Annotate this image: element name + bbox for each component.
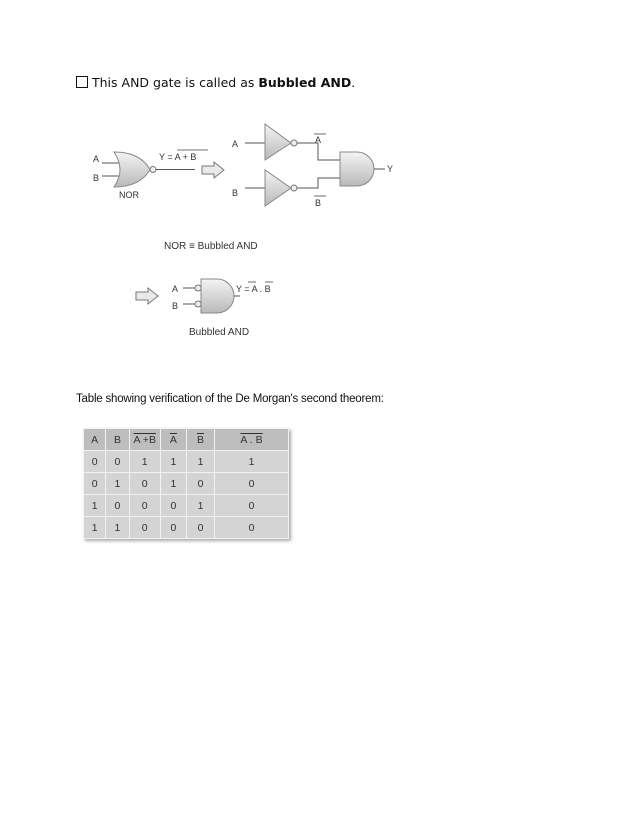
header-b: B xyxy=(106,429,129,451)
header-a-plus-b: A +B xyxy=(129,429,160,451)
and-gate xyxy=(340,152,393,186)
bubbled-and-input-b: B xyxy=(172,301,179,311)
truth-table xyxy=(83,428,289,539)
and-output-label: Y xyxy=(387,164,394,174)
table-cell: 0 xyxy=(215,517,289,539)
bubbled-and-gate xyxy=(172,279,273,338)
table-cell: 1 xyxy=(215,451,289,473)
table-cell: 0 xyxy=(215,495,289,517)
table-row xyxy=(84,451,289,473)
nor-input-b: B xyxy=(93,173,100,183)
inverter-a-output-label: A xyxy=(315,135,322,145)
table-cell: 1 xyxy=(106,473,129,495)
table-cell: 1 xyxy=(186,451,214,473)
table-cell: 1 xyxy=(186,495,214,517)
inverter-b-input-label: B xyxy=(232,188,239,198)
inverter-a-input-label: A xyxy=(232,139,239,149)
table-cell: 0 xyxy=(84,451,106,473)
table-row xyxy=(84,517,289,539)
table-cell: 0 xyxy=(160,495,186,517)
table-cell: 0 xyxy=(160,517,186,539)
header-not-a: $\overline{A}$ xyxy=(160,429,186,451)
header-not-a-and-not-b: A . B xyxy=(215,429,289,451)
arrow-right-icon xyxy=(202,162,224,178)
nor-gate xyxy=(93,150,208,200)
inverter-b xyxy=(232,170,340,208)
table-cell: 0 xyxy=(84,473,106,495)
bubbled-and-label: Bubbled AND xyxy=(189,327,250,338)
bubbled-and-input-a: A xyxy=(172,284,179,294)
header-not-b: $\overline{B}$ xyxy=(186,429,214,451)
table-cell: 1 xyxy=(160,473,186,495)
table-cell: 0 xyxy=(186,473,214,495)
table-cell: 0 xyxy=(129,473,160,495)
table-cell: 0 xyxy=(106,451,129,473)
table-caption: Table showing verification of the De Morgan's second theorem: xyxy=(76,393,384,405)
inverter-a xyxy=(232,124,340,160)
table-cell: 0 xyxy=(106,495,129,517)
bullet-text: This AND gate is called as xyxy=(92,75,259,90)
table-header-row xyxy=(84,429,289,451)
nor-label: NOR xyxy=(119,190,139,200)
table-cell: 0 xyxy=(215,473,289,495)
inverter-b-output-label: B xyxy=(315,198,322,208)
table-cell: 1 xyxy=(160,451,186,473)
table-cell: 1 xyxy=(84,495,106,517)
table-cell: 0 xyxy=(186,517,214,539)
nor-expression: Y = A + B xyxy=(159,152,197,162)
nor-input-a: A xyxy=(93,154,100,164)
bubbled-and-expression: Y = A . B xyxy=(236,284,271,294)
table-row xyxy=(84,495,289,517)
logic-gate-diagram xyxy=(0,0,638,380)
bullet-bold-term: Bubbled AND xyxy=(258,75,352,90)
table-cell: 1 xyxy=(84,517,106,539)
table-cell: 1 xyxy=(129,451,160,473)
arrow-right-icon xyxy=(136,288,158,304)
table-cell: 0 xyxy=(129,517,160,539)
table-row xyxy=(84,473,289,495)
equivalence-label: NOR ≡ Bubbled AND xyxy=(164,241,258,252)
bullet-suffix: . xyxy=(351,75,356,90)
table-cell: 1 xyxy=(106,517,129,539)
table-cell: 0 xyxy=(129,495,160,517)
header-a: A xyxy=(84,429,106,451)
